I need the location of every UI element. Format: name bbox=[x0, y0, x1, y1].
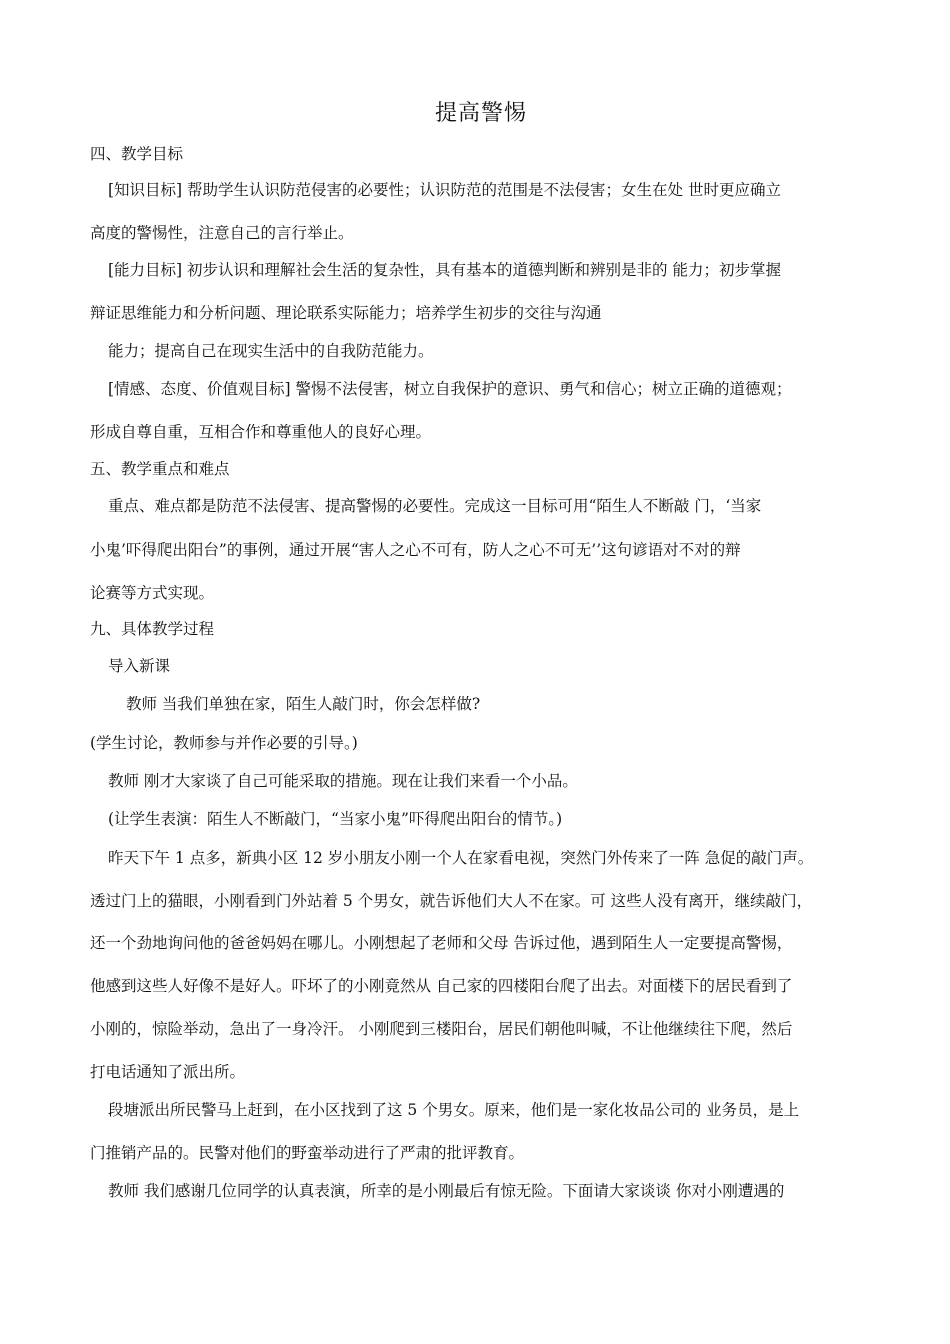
paragraph-line: 重点、难点都是防范不法侵害、提高警惕的必要性。完成这一目标可用“陌生人不断敲 门，‘当家 bbox=[108, 497, 762, 515]
paragraph-line: 透过门上的猫眼，小刚看到门外站着 5 个男女，就告诉他们大人不在家。可 这些人没有离开，继续敲门， bbox=[90, 892, 813, 910]
paragraph-line: 门推销产品的。民警对他们的野蛮举动进行了严肃的批评教育。 bbox=[90, 1144, 525, 1162]
paragraph-line: 形成自尊自重，互相合作和尊重他人的良好心理。 bbox=[90, 423, 432, 441]
paragraph-line: 小鬼’吓得爬出阳台”的事例，通过开展“害人之心不可有，防人之心不可无’’这句谚语对不对的辩 bbox=[90, 541, 741, 559]
subheading: 导入新课 bbox=[108, 657, 171, 675]
paragraph-line: [知识目标] 帮助学生认识防范侵害的必要性；认识防范的范围是不法侵害；女生在处 世时更应确立 bbox=[108, 181, 781, 199]
paragraph-line: 辩证思维能力和分析问题、理论联系实际能力；培养学生初步的交往与沟通 bbox=[90, 304, 602, 322]
section-heading: 四、教学目标 bbox=[90, 145, 184, 163]
paragraph-line: 教师 当我们单独在家，陌生人敲门时，你会怎样做? bbox=[126, 695, 481, 713]
paragraph-line: [情感、态度、价值观目标] 警惕不法侵害，树立自我保护的意识、勇气和信心；树立正确的道德观； bbox=[108, 380, 792, 398]
paragraph-line: (让学生表演：陌生人不断敲门，“当家小鬼”吓得爬出阳台的情节。) bbox=[108, 810, 563, 828]
paragraph-line: 论赛等方式实现。 bbox=[90, 584, 215, 602]
paragraph-line: 还一个劲地询问他的爸爸妈妈在哪儿。小刚想起了老师和父母 告诉过他，遇到陌生人一定要提高警惕， bbox=[90, 934, 793, 952]
paragraph-line: [能力目标] 初步认识和理解社会生活的复杂性，具有基本的道德判断和辨别是非的 能力；初步掌握 bbox=[108, 261, 781, 279]
paragraph-line: 教师 我们感谢几位同学的认真表演，所幸的是小刚最后有惊无险。下面请大家谈谈 你对小刚遭遇的 bbox=[108, 1182, 785, 1200]
paragraph-line: 打电话通知了派出所。 bbox=[90, 1063, 246, 1081]
paragraph-line: 他感到这些人好像不是好人。吓坏了的小刚竟然从 自己家的四楼阳台爬了出去。对面楼下的居民看到了 bbox=[90, 977, 793, 995]
document-title: 提高警惕 bbox=[434, 101, 527, 126]
paragraph-line: 能力；提高自己在现实生活中的自我防范能力。 bbox=[108, 342, 434, 360]
section-heading: 九、具体教学过程 bbox=[90, 620, 215, 638]
paragraph-line: 段塘派出所民警马上赶到，在小区找到了这 5 个男女。原来，他们是一家化妆品公司的 业务员，是上 bbox=[108, 1101, 800, 1119]
paragraph-line: 小刚的，惊险举动，急出了一身冷汗。 小刚爬到三楼阳台，居民们朝他叫喊，不让他继续往下爬，然后 bbox=[90, 1020, 793, 1038]
paragraph-line: 教师 刚才大家谈了自己可能采取的措施。现在让我们来看一个小品。 bbox=[108, 772, 578, 790]
section-heading: 五、教学重点和难点 bbox=[90, 460, 230, 478]
paragraph-line: 昨天下午 1 点多，新典小区 12 岁小朋友小刚一个人在家看电视，突然门外传来了一阵 急促的敲门声。 bbox=[108, 849, 814, 867]
paragraph-line: 高度的警惕性，注意自己的言行举止。 bbox=[90, 224, 354, 242]
paragraph-line: (学生讨论，教师参与并作必要的引导。) bbox=[90, 734, 358, 752]
